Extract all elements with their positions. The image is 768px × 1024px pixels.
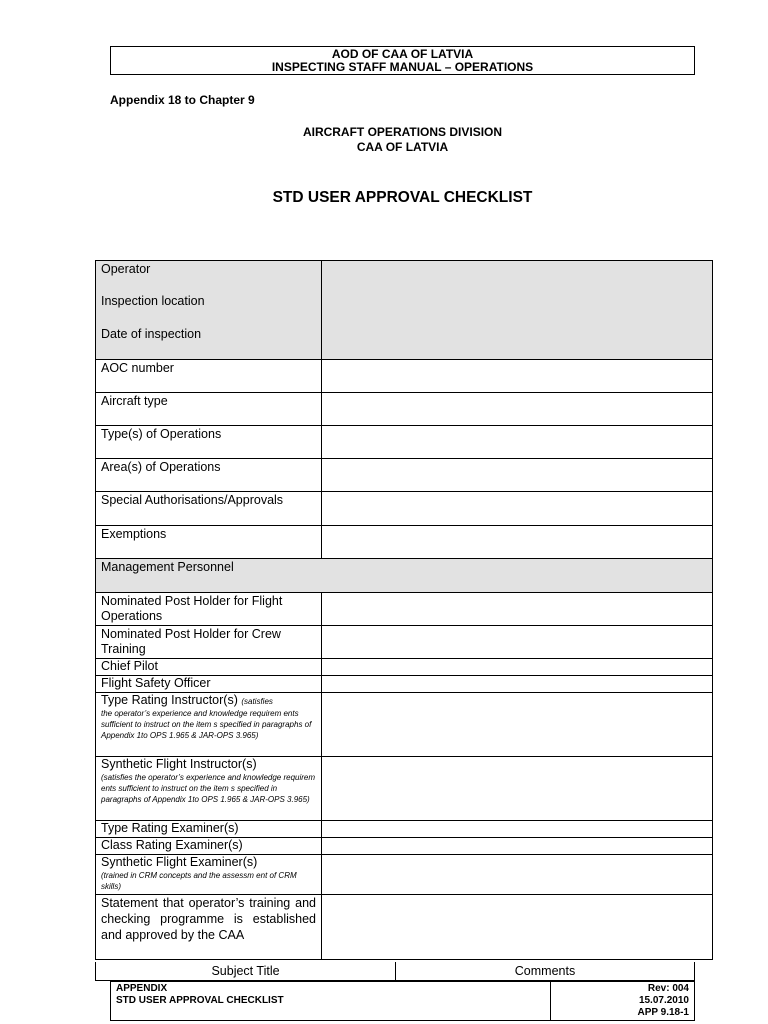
table-row (96, 676, 713, 693)
nph-flight-operations-value-cell[interactable] (322, 593, 713, 626)
subject-title-heading: Subject Title (96, 962, 396, 981)
footer-left-cell (111, 982, 551, 1021)
table-row (111, 982, 695, 1021)
column-headings (95, 962, 695, 981)
synthetic-flight-instructor-label: Synthetic Flight Instructor(s) (101, 757, 257, 771)
table-row (96, 659, 713, 676)
type-rating-instructor-label: Type Rating Instructor(s) (101, 693, 238, 707)
page-footer (110, 981, 695, 1021)
special-authorisations-label: Special Authorisations/Approvals (96, 492, 322, 526)
page-title: STD USER APPROVAL CHECKLIST (272, 189, 533, 206)
appendix-label: Appendix 18 to Chapter 9 (110, 93, 255, 107)
footer-right-cell (551, 982, 695, 1021)
exemptions-value-cell[interactable] (322, 526, 713, 559)
table-row (96, 261, 713, 360)
table-row (96, 821, 713, 838)
aoc-number-label: AOC number (96, 360, 322, 393)
type-rating-instructor-title-line (101, 693, 316, 708)
operator-info-value-cell[interactable] (322, 261, 713, 360)
special-authorisations-value-cell[interactable] (322, 492, 713, 526)
areas-of-operations-label: Area(s) of Operations (96, 459, 322, 492)
table-row (96, 626, 713, 659)
table-row (96, 855, 713, 895)
table-row (96, 559, 713, 593)
operator-label: Operator (101, 262, 151, 276)
table-row (96, 526, 713, 559)
chief-pilot-value-cell[interactable] (322, 659, 713, 676)
aircraft-type-label: Aircraft type (96, 393, 322, 426)
synthetic-flight-instructor-note: (satisfies the operator’s experience and knowledge requirem ents sufficient to instruct on the item s specified in paragraphs of Appendix 1to OPS 1.965 & JAR-OPS 3.965) (101, 773, 316, 804)
comments-heading: Comments (396, 962, 695, 981)
types-of-operations-label: Type(s) of Operations (96, 426, 322, 459)
table-row (96, 838, 713, 855)
synthetic-flight-examiner-label-cell (96, 855, 322, 895)
table-row (96, 459, 713, 492)
footer-date: 15.07.2010 (638, 995, 689, 1006)
inspection-location-label: Inspection location (101, 294, 205, 308)
training-programme-statement-value-cell[interactable] (322, 895, 713, 960)
synthetic-flight-instructor-value-cell[interactable] (322, 757, 713, 821)
type-rating-instructor-note-start: (satisfies (241, 697, 273, 706)
operator-info-label-cell (96, 261, 322, 360)
footer-appendix-label: APPENDIX (116, 983, 168, 994)
aoc-number-value-cell[interactable] (322, 360, 713, 393)
nph-crew-training-value-cell[interactable] (322, 626, 713, 659)
footer-revision: Rev: 004 (647, 983, 689, 994)
areas-of-operations-value-cell[interactable] (322, 459, 713, 492)
synthetic-flight-examiner-label: Synthetic Flight Examiner(s) (101, 855, 258, 869)
type-rating-examiner-value-cell[interactable] (322, 821, 713, 838)
header-line-1: AOD OF CAA OF LATVIA (331, 47, 474, 61)
class-rating-examiner-value-cell[interactable] (322, 838, 713, 855)
aircraft-type-value-cell[interactable] (322, 393, 713, 426)
division-line-2: CAA OF LATVIA (356, 140, 449, 154)
chief-pilot-label: Chief Pilot (96, 659, 322, 676)
table-row (96, 962, 695, 981)
division-heading (110, 125, 695, 155)
table-row (96, 426, 713, 459)
synthetic-flight-examiner-note: (trained in CRM concepts and the assessm ent of CRM skills) (101, 871, 297, 891)
checklist-table (95, 260, 713, 960)
type-rating-instructor-label-cell (96, 693, 322, 757)
exemptions-label: Exemptions (96, 526, 322, 559)
table-row (96, 393, 713, 426)
table-row (96, 757, 713, 821)
class-rating-examiner-label: Class Rating Examiner(s) (96, 838, 322, 855)
table-row (96, 593, 713, 626)
table-row (96, 693, 713, 757)
header-line-2: INSPECTING STAFF MANUAL – OPERATIONS (271, 60, 534, 74)
training-programme-statement-label: Statement that operator’s training and checking programme is established and approved by the CAA (96, 895, 322, 960)
table-row (96, 492, 713, 526)
type-rating-examiner-label: Type Rating Examiner(s) (96, 821, 322, 838)
document-header-box (110, 46, 695, 75)
date-of-inspection-label: Date of inspection (101, 327, 202, 341)
division-line-1: AIRCRAFT OPERATIONS DIVISION (302, 125, 503, 139)
management-personnel-section-header: Management Personnel (96, 559, 713, 593)
table-row (96, 895, 713, 960)
flight-safety-officer-label: Flight Safety Officer (96, 676, 322, 693)
footer-document-title: STD USER APPROVAL CHECKLIST (116, 995, 284, 1006)
nph-crew-training-label: Nominated Post Holder for Crew Training (96, 626, 322, 659)
nph-flight-operations-label: Nominated Post Holder for Flight Operations (96, 593, 322, 626)
synthetic-flight-instructor-label-cell (96, 757, 322, 821)
types-of-operations-value-cell[interactable] (322, 426, 713, 459)
type-rating-instructor-note: the operator’s experience and knowledge requirem ents sufficient to instruct on the item s specified in paragraphs of Appendix 1to OPS 1.965 & JAR-OPS 3.965) (101, 709, 312, 740)
table-row (96, 360, 713, 393)
type-rating-instructor-value-cell[interactable] (322, 693, 713, 757)
flight-safety-officer-value-cell[interactable] (322, 676, 713, 693)
synthetic-flight-examiner-value-cell[interactable] (322, 855, 713, 895)
footer-page-number: APP 9.18-1 (637, 1007, 689, 1018)
